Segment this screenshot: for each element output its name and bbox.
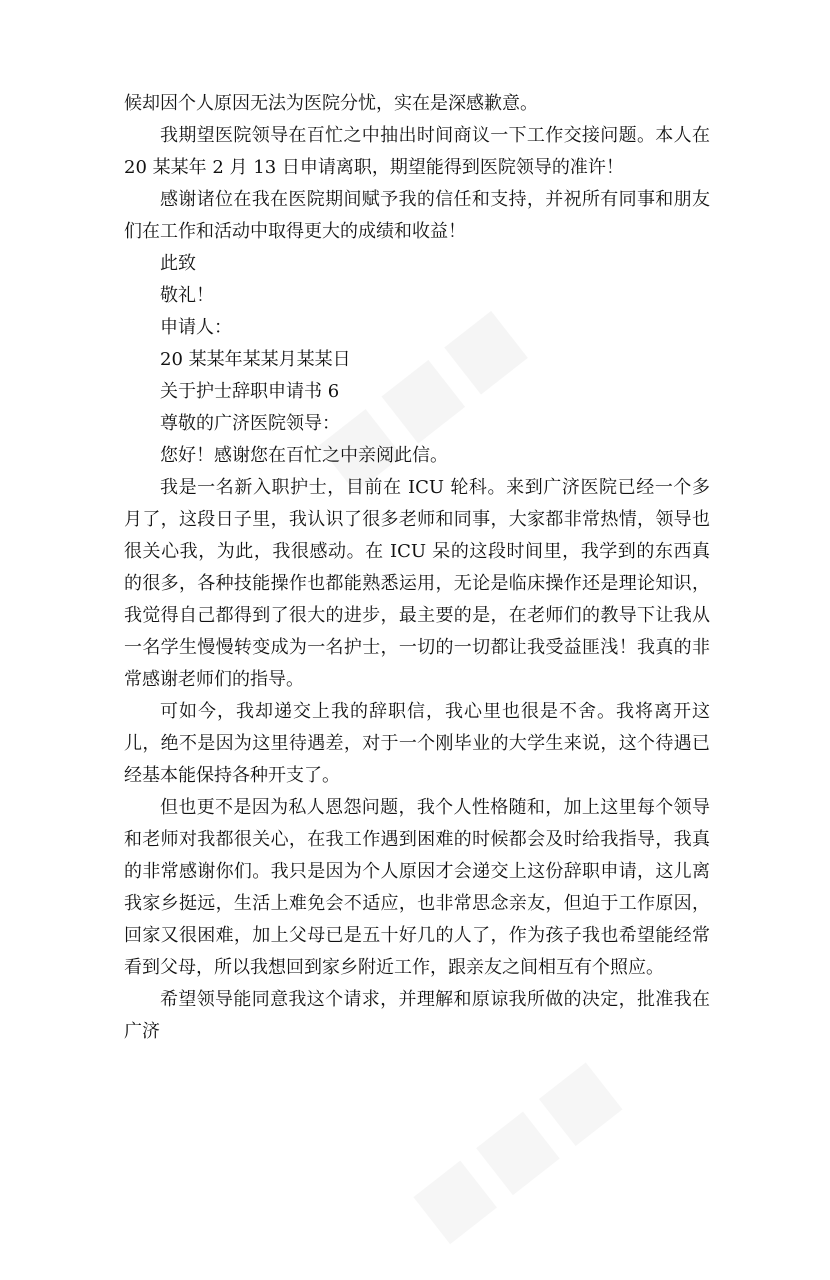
paragraph: 我是一名新入职护士，目前在 ICU 轮科。来到广济医院已经一个多月了，这段日子里，我认识了很多老师和同事，大家都非常热情，领导也很关心我，为此，我很感动。在 ICU 呆的这段时间里，我学到的东西真的很多，各种技能操作也都能熟悉运用，无论是临床操作还是理论知识，我觉得自己都得到了很大的进步，最主要的是，在老师们的教导下让我从一名学生慢慢转变成为一名护士，一切的一切都让我受益匪浅！我真的非常感谢老师们的指导。 (124, 477, 710, 690)
closing-line: 此致 (160, 253, 196, 274)
paragraph: 但也更不是因为私人恩怨问题，我个人性格随和，加上这里每个领导和老师对我都很关心，在我工作遇到困难的时候都会及时给我指导，我真的非常感谢你们。我只是因为个人原因才会递交上这份辞职申请，这儿离我家乡挺远，生活上难免会不适应，也非常思念亲友，但迫于工作原因，回家又很困难，加上父母已是五十好几的人了，作为孩子我也希望能经常看到父母，所以我想回到家乡附近工作，跟亲友之间相互有个照应。 (124, 797, 710, 978)
salutation-line: 敬礼！ (160, 285, 214, 306)
section-title: 关于护士辞职申请书 6 (160, 381, 340, 402)
paragraph: 候却因个人原因无法为医院分忧，实在是深感歉意。 (124, 93, 538, 114)
applicant-line: 申请人： (160, 317, 232, 338)
paragraph: 您好！感谢您在百忙之中亲阅此信。 (160, 445, 448, 466)
document-body (124, 88, 710, 1048)
paragraph: 可如今，我却递交上我的辞职信，我心里也很是不舍。我将离开这儿，绝不是因为这里待遇差，对于一个刚毕业的大学生来说，这个待遇已经基本能保持各种开支了。 (124, 701, 710, 786)
paragraph: 希望领导能同意我这个请求，并理解和原谅我所做的决定，批准我在广济 (124, 989, 710, 1042)
paragraph: 感谢诸位在我在医院期间赋予我的信任和支持，并祝所有同事和朋友们在工作和活动中取得更大的成绩和收益！ (124, 189, 710, 242)
paragraph: 我期望医院领导在百忙之中抽出时间商议一下工作交接问题。本人在 20 某某年 2 月 13 日申请离职，期望能得到医院领导的准许！ (124, 125, 710, 178)
date-line: 20 某某年某某月某某日 (160, 349, 351, 370)
greeting-line: 尊敬的广济医院领导： (160, 413, 340, 434)
